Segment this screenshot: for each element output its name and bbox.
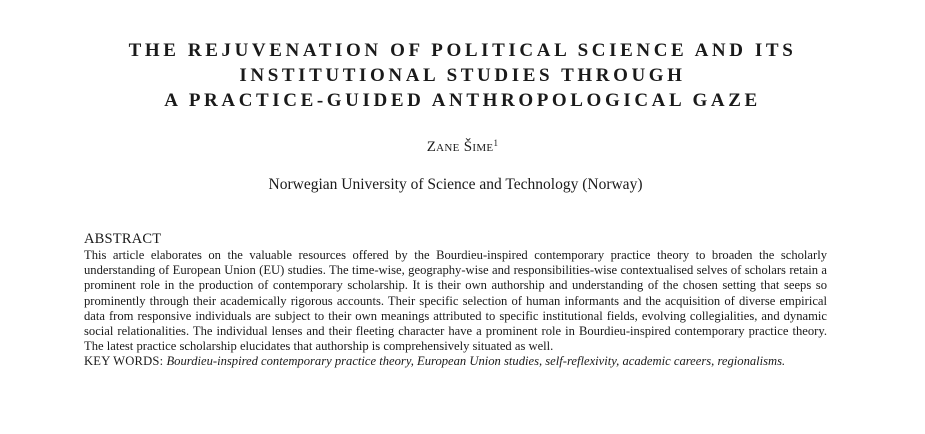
- abstract-section: [84, 231, 827, 370]
- keywords-label: KEY WORDS:: [84, 354, 164, 369]
- author-name: Zane Šime: [426, 139, 494, 155]
- keywords-list: Bourdieu-inspired contemporary practice theory, European Union studies, self-reflexivity, academic careers, regionalisms.: [166, 354, 786, 369]
- title-line-1: THE REJUVENATION OF POLITICAL SCIENCE AND ITS: [128, 40, 797, 61]
- abstract-text: This article elaborates on the valuable resources offered by the Bourdieu-inspired contemporary practice theory to broaden the scholarly understanding of European Union (EU) studies. The time-wise, geography-wise and responsibilities-wise contextualised selves of scholars retain a prominent role in the production of contemporary scholarship. It is their own authorship and understanding of the chosen setting that seeps so prominently through their academically rigorous accounts. Their specific selection of human informants and the acquisition of diverse empirical data from responsive individuals are subject to their own meanings attributed to specific institutional fields, evolving collegialities, and dynamic social relationalities. The individual lenses and their fleeting character have a prominent role in Bourdieu-inspired contemporary practice theory. The latest practice scholarship elucidates that authorship is comprehensively situated as well.: [84, 248, 827, 354]
- author-affiliation: Norwegian University of Science and Technology (Norway): [268, 176, 643, 193]
- title-line-2: INSTITUTIONAL STUDIES THROUGH: [239, 65, 686, 86]
- keywords: [84, 354, 827, 369]
- author-footnote-mark[interactable]: 1: [493, 138, 499, 148]
- abstract-heading: ABSTRACT: [84, 231, 162, 247]
- article-title: [0, 38, 925, 113]
- author-line: [0, 139, 925, 156]
- title-line-3: A PRACTICE-GUIDED ANTHROPOLOGICAL GAZE: [164, 90, 761, 111]
